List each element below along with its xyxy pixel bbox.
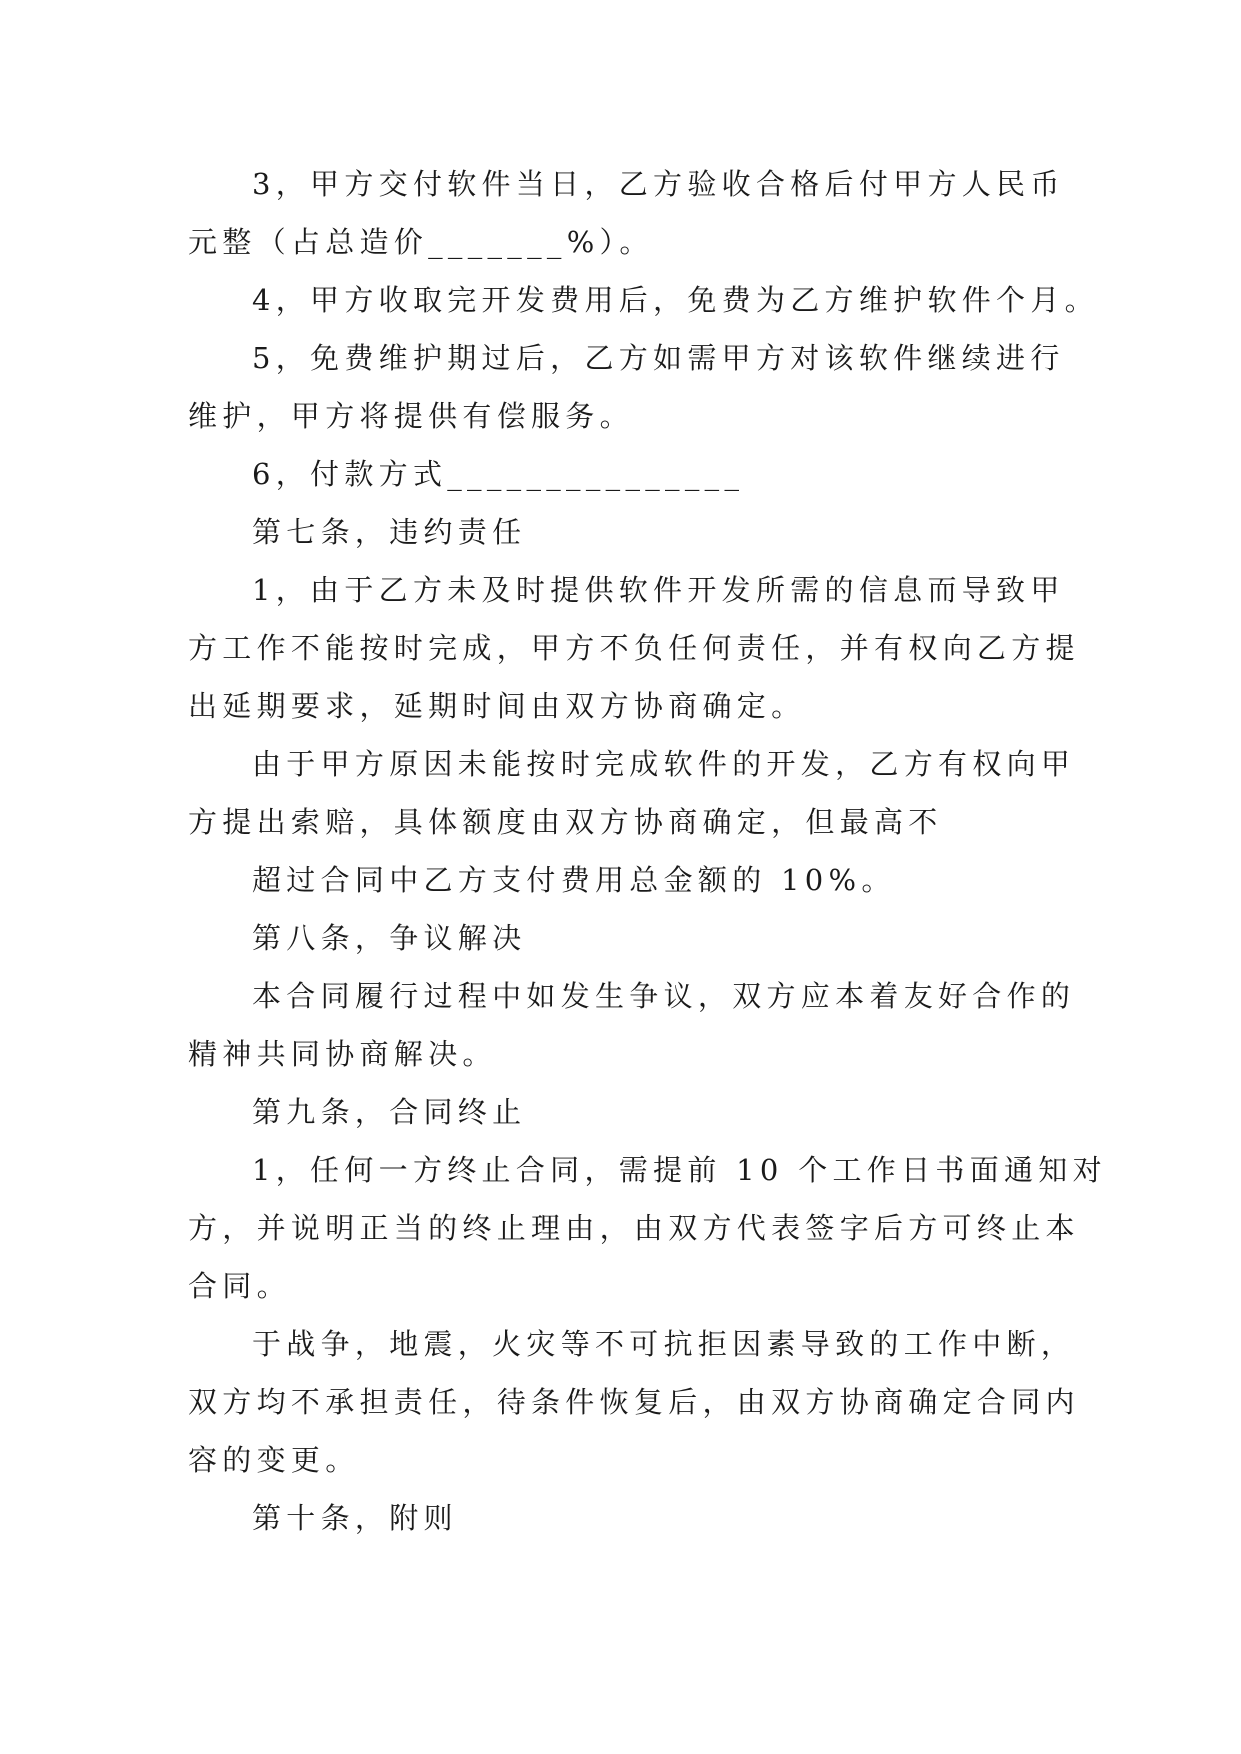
paragraph-line: 出延期要求，延期时间由双方协商确定。 <box>188 689 806 723</box>
section-heading: 第九条，合同终止 <box>252 1095 527 1129</box>
paragraph-line: 合同。 <box>188 1269 291 1303</box>
paragraph-line: 由于甲方原因未能按时完成软件的开发，乙方有权向甲 <box>252 747 1076 781</box>
paragraph-line: 维护，甲方将提供有偿服务。 <box>188 399 634 433</box>
paragraph-line: 精神共同协商解决。 <box>188 1037 497 1071</box>
paragraph-line: 1，任何一方终止合同，需提前 10 个工作日书面通知对 <box>252 1153 1107 1187</box>
paragraph-line: 方，并说明正当的终止理由，由双方代表签字后方可终止本 <box>188 1211 1080 1245</box>
paragraph-line: 方提出索赔，具体额度由双方协商确定，但最高不 <box>188 805 943 839</box>
paragraph-line: 6，付款方式_______________ <box>252 457 745 491</box>
section-heading: 第八条，争议解决 <box>252 921 527 955</box>
paragraph-line: 超过合同中乙方支付费用总金额的 10%。 <box>252 863 896 897</box>
paragraph-line: 容的变更。 <box>188 1443 360 1477</box>
paragraph-line: 于战争，地震，火灾等不可抗拒因素导致的工作中断， <box>252 1327 1076 1361</box>
section-heading: 第七条，违约责任 <box>252 515 527 549</box>
paragraph-line: 3，甲方交付软件当日，乙方验收合格后付甲方人民币 <box>252 167 1065 201</box>
paragraph-line: 元整（占总造价_______%）。 <box>188 225 654 259</box>
paragraph-line: 双方均不承担责任，待条件恢复后，由双方协商确定合同内 <box>188 1385 1080 1419</box>
paragraph-line: 1，由于乙方未及时提供软件开发所需的信息而导致甲 <box>252 573 1065 607</box>
paragraph-line: 5，免费维护期过后，乙方如需甲方对该软件继续进行 <box>252 341 1065 375</box>
paragraph-line: 4，甲方收取完开发费用后，免费为乙方维护软件个月。 <box>252 283 1099 317</box>
paragraph-line: 本合同履行过程中如发生争议，双方应本着友好合作的 <box>252 979 1076 1013</box>
paragraph-line: 方工作不能按时完成，甲方不负任何责任，并有权向乙方提 <box>188 631 1080 665</box>
section-heading: 第十条，附则 <box>252 1501 458 1535</box>
